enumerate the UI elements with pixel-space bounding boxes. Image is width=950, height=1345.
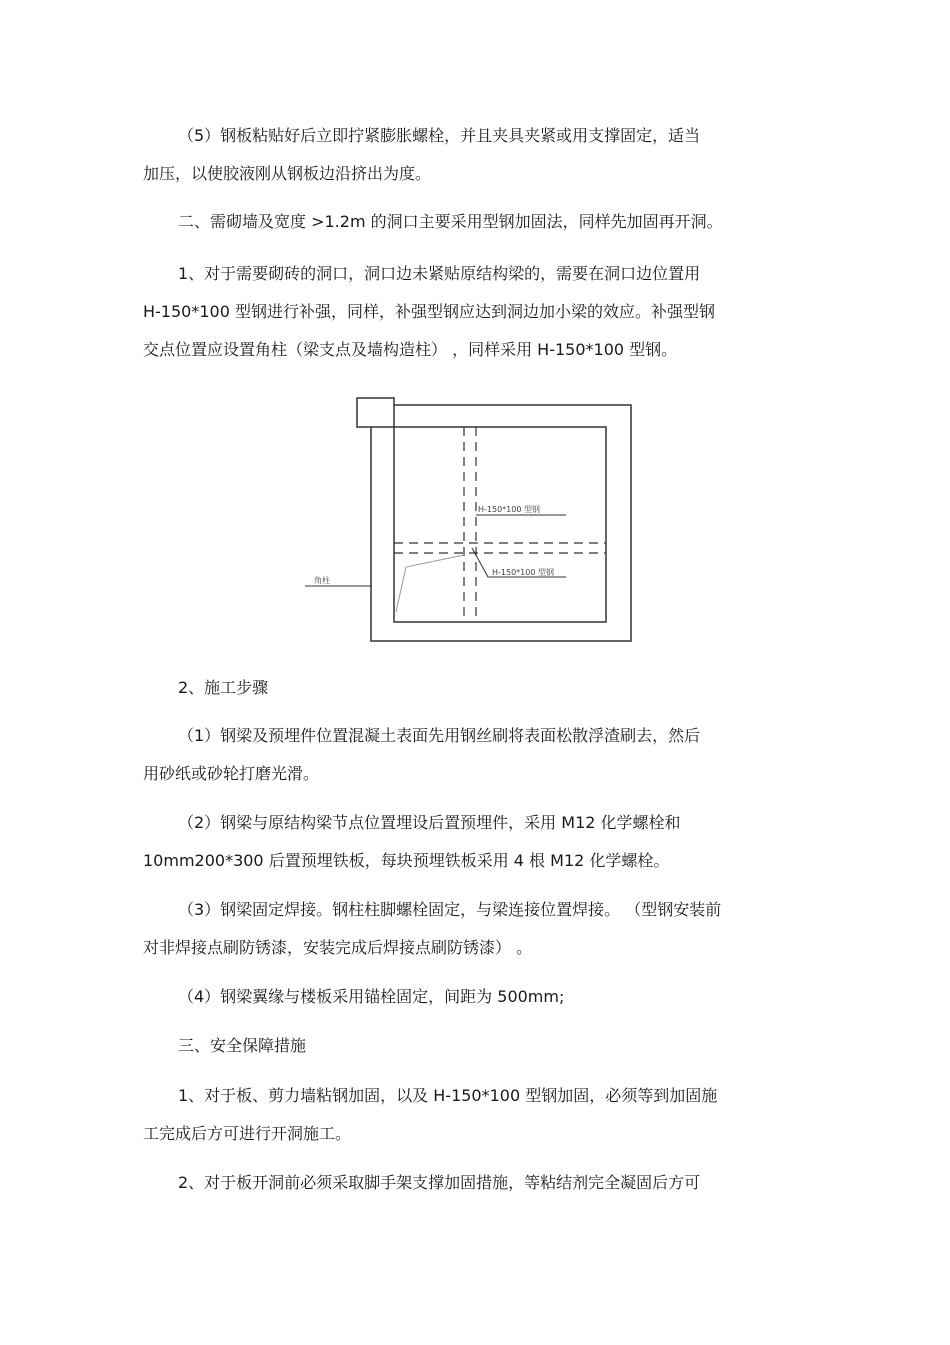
item-1-line-3: 交点位置应设置角柱（梁支点及墙构造柱） ，同样采用 H-150*100 型钢。 — [143, 340, 678, 359]
step-4-line-1: （4）钢梁翼缘与楼板采用锚栓固定，间距为 500mm; — [178, 987, 565, 1006]
left-column-label: 角柱 — [314, 576, 330, 585]
paragraph-5-line-1: （5）钢板粘贴好后立即拧紧膨胀螺栓，并且夹具夹紧或用支撑固定，适当 — [178, 126, 701, 145]
corner-column-box — [357, 398, 394, 427]
upper-beam-label: H-150*100 型钢 — [478, 505, 540, 514]
step-3-line-2: 对非焊接点刷防锈漆，安装完成后焊接点刷防锈漆） 。 — [143, 938, 533, 957]
section-2-heading: 二、需砌墙及宽度 >1.2m 的洞口主要采用型钢加固法，同样先加固再开洞。 — [178, 212, 723, 231]
step-3-line-1: （3）钢梁固定焊接。钢柱柱脚螺栓固定，与梁连接位置焊接。 （型钢安装前 — [178, 900, 722, 919]
lower-beam-label: H-150*100 型钢 — [492, 568, 554, 577]
construction-steps-heading: 2、施工步骤 — [178, 678, 269, 697]
safety-1-line-2: 工完成后方可进行开洞施工。 — [143, 1124, 352, 1143]
corner-support-leader — [396, 555, 464, 612]
paragraph-5-line-2: 加压，以使胶液刚从钢板边沿挤出为度。 — [143, 164, 432, 183]
step-2-line-2: 10mm200*300 后置预埋铁板，每块预埋铁板采用 4 根 M12 化学螺栓。 — [143, 851, 670, 870]
step-1-line-2: 用砂纸或砂轮打磨光滑。 — [143, 764, 320, 783]
safety-2-line-1: 2、对于板开洞前必须采取脚手架支撑加固措施，等粘结剂完全凝固后方可 — [178, 1173, 701, 1192]
step-2-line-1: （2）钢梁与原结构梁节点位置埋设后置预埋件，采用 M12 化学螺栓和 — [178, 813, 681, 832]
inner-opening-outline — [394, 427, 606, 622]
outer-wall-outline — [371, 405, 631, 641]
item-1-line-2: H-150*100 型钢进行补强，同样，补强型钢应达到洞边加小梁的效应。补强型钢 — [143, 302, 715, 321]
item-1-line-1: 1、对于需要砌砖的洞口，洞口边未紧贴原结构梁的，需要在洞口边位置用 — [178, 264, 701, 283]
step-1-line-1: （1）钢梁及预埋件位置混凝土表面先用钢丝刷将表面松散浮渣刷去，然后 — [178, 726, 701, 745]
section-3-heading: 三、安全保障措施 — [178, 1036, 307, 1055]
safety-1-line-1: 1、对于板、剪力墙粘钢加固，以及 H-150*100 型钢加固，必须等到加固施 — [178, 1086, 718, 1105]
